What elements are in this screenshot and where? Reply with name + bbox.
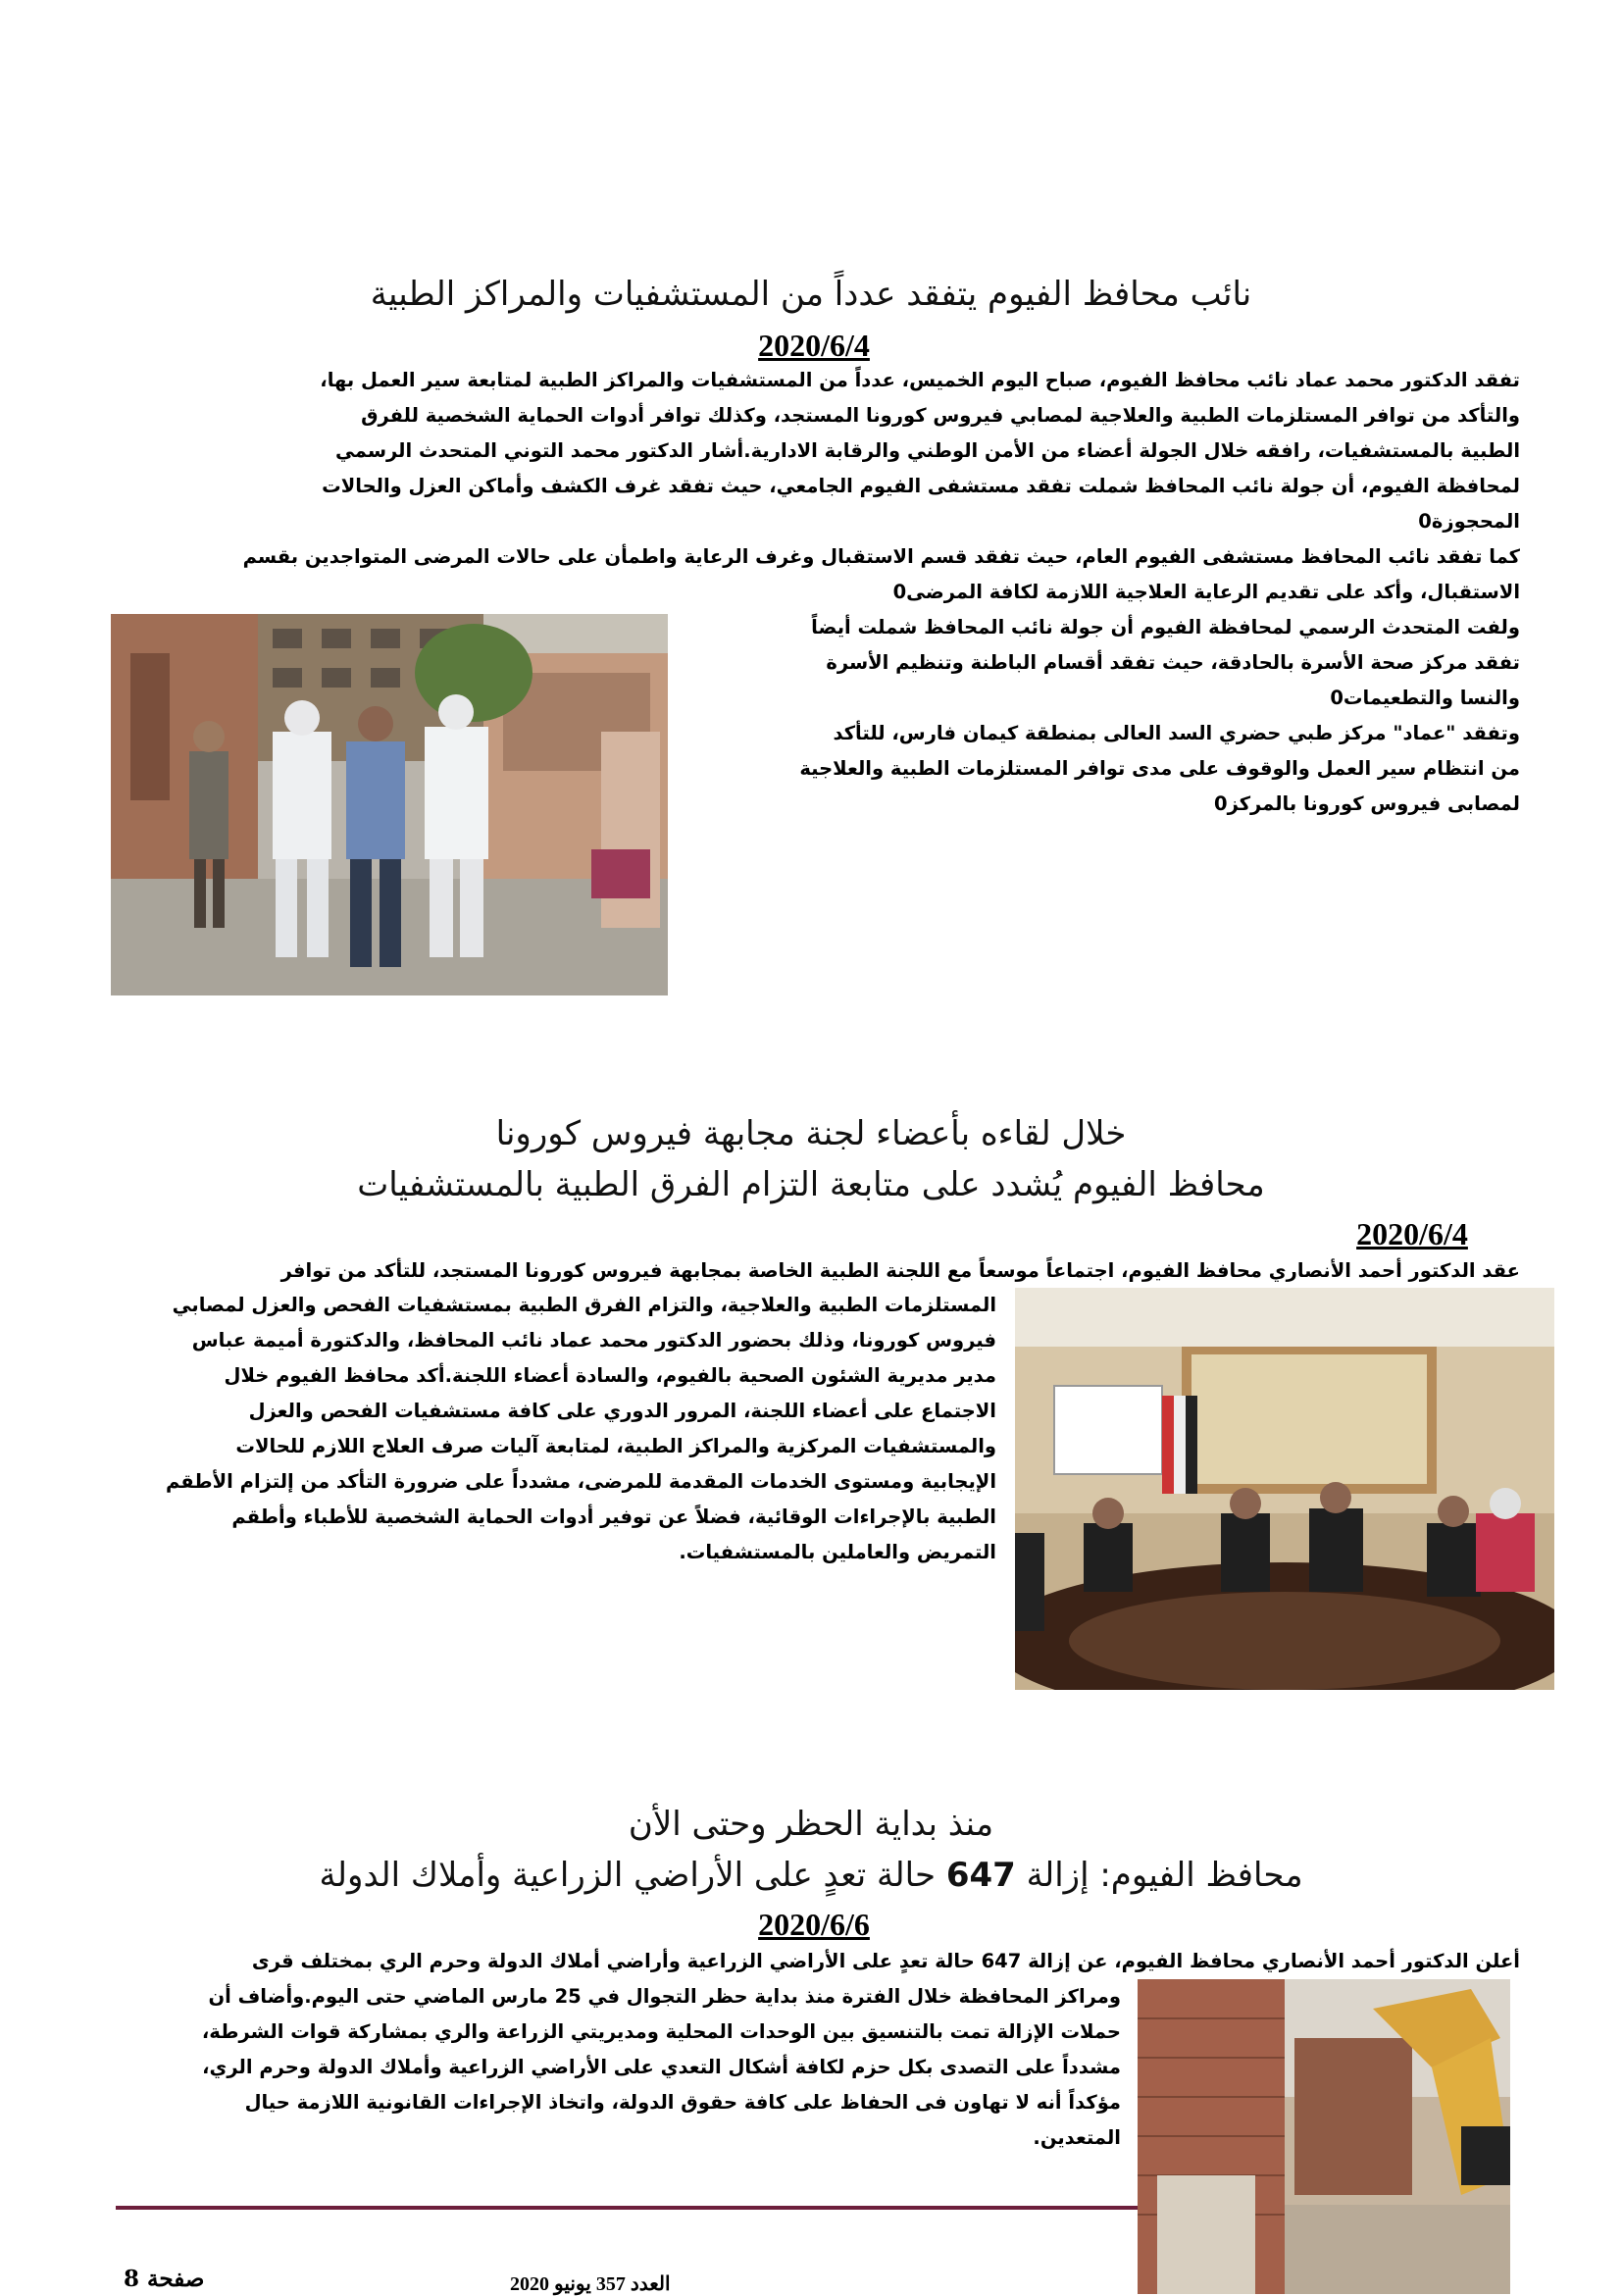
text-line: مشدداً على التصدى بكل حزم لكافة أشكال التعدي على الأراضي الزراعية وأملاك الدولة وحرم الري، xyxy=(202,2056,1121,2078)
text-line: عقد الدكتور أحمد الأنصاري محافظ الفيوم، اجتماعاً موسعاً مع اللجنة الطبية الخاصة بمجابهة فيروس كورونا المستجد، للتأكد من توافر xyxy=(280,1259,1520,1282)
footer-page-number: صفحة 8 xyxy=(124,2266,205,2292)
headline-text: محافظ الفيوم: إزالة xyxy=(1026,1856,1303,1895)
article2-body-full xyxy=(116,1253,1520,1289)
text-line: المستلزمات الطبية والعلاجية، والتزام الفرق الطبية بمستشفيات الفحص والعزل لمصابي xyxy=(172,1294,996,1316)
article1-date: 2020/6/4 xyxy=(758,328,870,363)
text-line: لمصابى فيروس كورونا بالمركز0 xyxy=(1213,792,1520,815)
article3-body-side xyxy=(116,1979,1121,2156)
headline-number: 647 xyxy=(945,1856,1016,1895)
text-line: كما تفقد نائب المحافظ مستشفى الفيوم العام، حيث تفقد قسم الاستقبال وغرف الرعاية واطمأن على حالات المرضى المتواجدين بقسم xyxy=(242,545,1520,568)
article3-date: 2020/6/6 xyxy=(758,1907,870,1942)
text-line: والمستشفيات المركزية والمراكز الطبية، لمتابعة آليات صرف العلاج اللازم للحالات xyxy=(235,1435,996,1457)
article1-body-full xyxy=(116,363,1520,610)
text-line: والتأكد من توافر المستلزمات الطبية والعلاجية لمصابي فيروس كورونا المستجد، وكذلك توافر أدوات الحماية الشخصية للفرق xyxy=(361,404,1520,427)
text-line: الاستقبال، وأكد على تقديم الرعاية العلاجية اللازمة لكافة المرضى0 xyxy=(892,581,1520,603)
text-line: التمريض والعاملين بالمستشفيات. xyxy=(679,1541,996,1563)
text-line: الطبية بالمستشفيات، رافقه خلال الجولة أعضاء من الأمن الوطني والرقابة الادارية.أشار الدكتور محمد التوني المتحدث الرسمي xyxy=(335,439,1520,462)
article1-body-side xyxy=(686,610,1520,822)
article1-photo-hospital-visit xyxy=(111,614,668,995)
article3-headline-line2 xyxy=(0,1854,1622,1897)
text-line: والنسا والتطعيمات0 xyxy=(1330,687,1520,709)
text-line: أعلن الدكتور أحمد الأنصاري محافظ الفيوم، عن إزالة 647 حالة تعدٍ على الأراضي الزراعية وأراضي أملاك الدولة وحرم الري بمختلف قرى xyxy=(251,1950,1520,1972)
text-line: الطبية بالإجراءات الوقائية، فضلاً عن توفير أدوات الحماية الشخصية للأطباء وأطقم xyxy=(231,1505,996,1528)
text-line: حملات الإزالة تمت بالتنسيق بين الوحدات المحلية ومديريتي الزراعة والري بمشاركة قوات الشرطة، xyxy=(201,2020,1121,2043)
text-line: المتعدين. xyxy=(1033,2126,1121,2149)
headline-text: حالة تعدٍ على الأراضي الزراعية وأملاك الدولة xyxy=(319,1856,937,1895)
footer-rule xyxy=(116,2206,1138,2210)
article3-body-full xyxy=(116,1944,1520,1979)
article3-headline-line1: منذ بداية الحظر وحتى الأن xyxy=(628,1805,994,1844)
article2-headline-line1: خلال لقاءه بأعضاء لجنة مجابهة فيروس كورونا xyxy=(495,1114,1127,1153)
text-line: مؤكداً أنه لا تهاون فى الحفاظ على كافة حقوق الدولة، واتخاذ الإجراءات القانونية اللازمة حيال xyxy=(244,2091,1121,2114)
article2-photo-meeting xyxy=(1015,1288,1554,1690)
text-line: المحجوزة0 xyxy=(1418,510,1520,533)
text-line: الإيجابية ومستوى الخدمات المقدمة للمرضى، مشدداً على ضرورة التأكد من إلتزام الأطقم xyxy=(165,1470,996,1493)
text-line: من انتظام سير العمل والوقوف على مدى توافر المستلزمات الطبية والعلاجية xyxy=(799,757,1520,780)
article2-headline-line2: محافظ الفيوم يُشدد على متابعة التزام الفرق الطبية بالمستشفيات xyxy=(357,1165,1265,1204)
text-line: لمحافظة الفيوم، أن جولة نائب المحافظ شملت تفقد مستشفى الفيوم الجامعي، حيث تفقد غرف الكشف وأماكن العزل والحالات xyxy=(322,475,1520,497)
article2-date: 2020/6/4 xyxy=(1356,1216,1468,1251)
text-line: تفقد الدكتور محمد عماد نائب محافظ الفيوم، صباح اليوم الخميس، عدداً من المستشفيات والمراكز الطبية لمتابعة سير العمل بها، xyxy=(320,369,1520,391)
footer-issue-info: العدد 357 يونيو 2020 xyxy=(510,2273,671,2295)
text-line: ومراكز المحافظة خلال الفترة منذ بداية حظر التجوال في 25 مارس الماضي حتى اليوم.وأضاف أن xyxy=(208,1985,1121,2008)
text-line: فيروس كورونا، وذلك بحضور الدكتور محمد عماد نائب المحافظ، والدكتورة أميمة عباس xyxy=(191,1329,996,1352)
article3-photo-demolition xyxy=(1138,1979,1510,2294)
text-line: وتفقد "عماد" مركز طبي حضري السد العالى بمنطقة كيمان فارس، للتأكد xyxy=(833,722,1520,744)
article2-body-side xyxy=(116,1288,996,1570)
text-line: الاجتماع على أعضاء اللجنة، المرور الدوري على كافة مستشفيات الفحص والعزل xyxy=(248,1400,996,1422)
text-line: ولفت المتحدث الرسمي لمحافظة الفيوم أن جولة نائب المحافظ شملت أيضاً xyxy=(811,616,1520,638)
text-line: مدير مديرية الشئون الصحية بالفيوم، والسادة أعضاء اللجنة.أكد محافظ الفيوم خلال xyxy=(224,1364,996,1387)
article1-headline: نائب محافظ الفيوم يتفقد عدداً من المستشفيات والمراكز الطبية xyxy=(370,275,1252,314)
text-line: تفقد مركز صحة الأسرة بالحادقة، حيث تفقد أقسام الباطنة وتنظيم الأسرة xyxy=(826,651,1520,674)
